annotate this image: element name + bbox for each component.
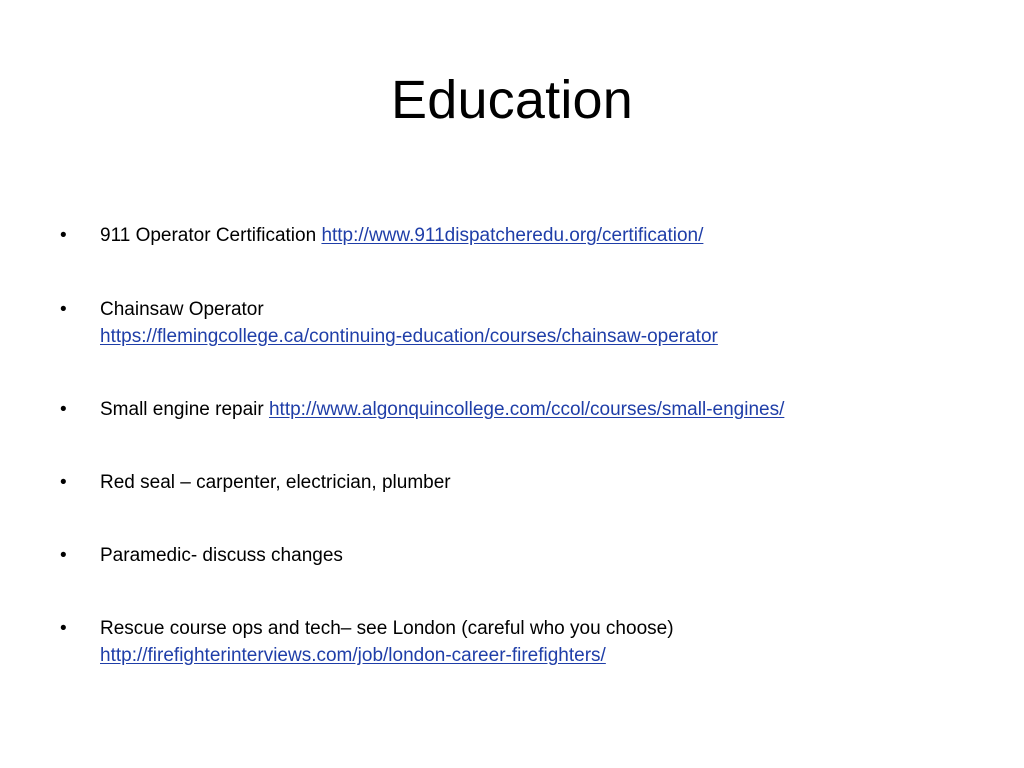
list-item bbox=[60, 396, 960, 423]
bullet-list bbox=[60, 222, 960, 669]
bullet-icon: • bbox=[60, 545, 67, 566]
firefighter-interviews-link[interactable]: http://firefighterinterviews.com/job/london-career-firefighters/ bbox=[100, 645, 606, 666]
list-item bbox=[60, 222, 960, 249]
item-text: Paramedic- discuss changes bbox=[100, 545, 343, 566]
bullet-icon: • bbox=[60, 618, 67, 639]
item-text: Small engine repair bbox=[100, 399, 264, 420]
list-item bbox=[60, 542, 960, 569]
bullet-icon: • bbox=[60, 399, 67, 420]
item-text: Rescue course ops and tech– see London (careful who you choose) bbox=[100, 618, 674, 639]
item-text: Chainsaw Operator bbox=[100, 299, 264, 320]
certification-link[interactable]: http://www.911dispatcheredu.org/certification/ bbox=[321, 225, 704, 246]
slide-title: Education bbox=[391, 70, 633, 130]
list-item bbox=[60, 296, 960, 350]
chainsaw-course-link[interactable]: https://flemingcollege.ca/continuing-education/courses/chainsaw-operator bbox=[100, 326, 718, 347]
bullet-icon: • bbox=[60, 299, 67, 320]
item-text: 911 Operator Certification bbox=[100, 225, 317, 246]
bullet-icon: • bbox=[60, 472, 67, 493]
bullet-icon: • bbox=[60, 225, 67, 246]
list-item bbox=[60, 469, 960, 496]
list-item bbox=[60, 615, 960, 669]
item-text: Red seal – carpenter, electrician, plumber bbox=[100, 472, 451, 493]
small-engines-link[interactable]: http://www.algonquincollege.com/ccol/courses/small-engines/ bbox=[268, 399, 785, 420]
